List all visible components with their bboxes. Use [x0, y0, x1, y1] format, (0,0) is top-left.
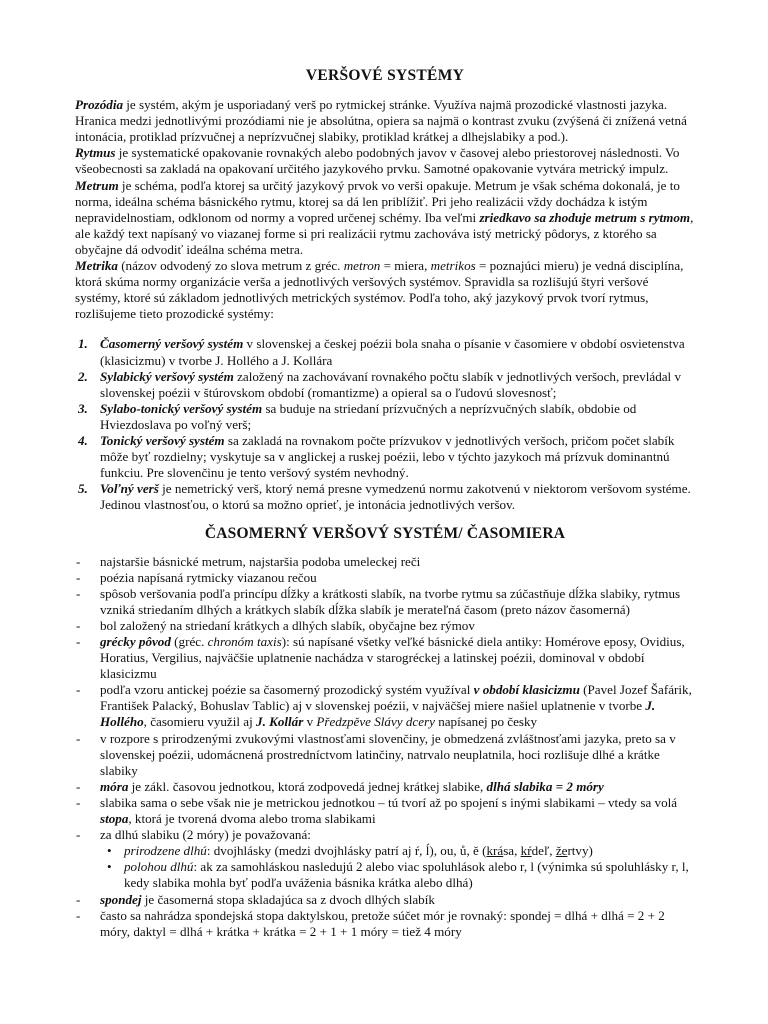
list-number: 5.	[78, 481, 88, 497]
dash-marker: -	[76, 553, 81, 569]
system-text: založený na zachovávaní rovnakého počtu slabík v jednotlivých veršoch, prevládal v slovenskej poézii v štúrovskom období (romantizme) a opieral sa o ľudovú slovesnosť;	[100, 368, 682, 400]
document-page	[75, 68, 695, 940]
item-text: )	[588, 843, 593, 859]
metrika-paragraph	[75, 258, 695, 322]
system-text: sa buduje na striedaní prízvučných a neprízvučných slabík, obdobie od Hviezdoslava po voľný verš;	[100, 400, 637, 432]
prozodia-paragraph	[75, 97, 695, 145]
verse-systems-list	[75, 336, 695, 513]
item-text: je časomerná stopa skladajúca sa z dvoch dlhých slabík	[141, 891, 435, 907]
system-text: v slovenskej a českej poézii bola snaha o písanie v časomiere v období osvietenstva (klasicizmu) v tvorbe J. Hollého a J. Kollára	[100, 336, 685, 368]
list-item	[75, 481, 695, 513]
rytmus-paragraph	[75, 145, 695, 258]
list-item	[75, 336, 695, 368]
system-term: Sylabický veršový systém	[100, 368, 234, 384]
list-number: 4.	[78, 432, 88, 448]
list-item	[75, 401, 695, 433]
system-text: sa zakladá na rovnakom počte prízvukov v jednotlivých veršoch, pričom počet slabík môže byť rozdielny; vyskytuje sa v anglickej a ruskej poézii, lebo v týchto jazykoch má prízvuk dominantnú funkciu. Pre slovenčinu je tento veršový systém nevhodný.	[100, 432, 675, 481]
list-item	[75, 618, 695, 634]
sub-list-item	[100, 859, 695, 891]
list-item	[75, 731, 695, 779]
example-rest: deľ	[531, 843, 550, 859]
bullet-marker: •	[107, 843, 112, 859]
rytmus-emphasis: zriedkavo sa zhoduje metrum s rytmom	[479, 209, 691, 225]
section-heading: ČASOMERNÝ VERŠOVÝ SYSTÉM/ ČASOMIERA	[204, 525, 566, 543]
dash-marker: -	[76, 794, 81, 810]
item-text: slabika sama o sebe však nie je metrickou jednotkou – tú tvorí až po spojení s inými slabikami – vtedy sa volá	[100, 794, 678, 810]
dash-marker: -	[76, 569, 81, 585]
item-text: spôsob veršovania podľa princípu dĺžky a krátkosti slabík, na tvorbe rytmu sa zúčastňuje dĺžka slabiky, rytmus vzniká striedaním dlhých a krátkych slabík dĺžka slabík je merateľná časom (preto názov časomerná)	[100, 585, 681, 617]
rytmus-text-2: je schéma, podľa ktorej sa určitý jazykový prvok vo verši opakuje. Metrum je však schéma dokonalá, je to norma, ideálna schéma básnického rytmu, ktorej sa dá len priblížiť. Pri jeho realizácii vždy dochádza k istým nepravidelnostiam, odklonom od normy a vopred určenej schémy. Iba veľmi	[75, 177, 680, 225]
list-item	[75, 369, 695, 401]
item-text: ): sú napísané všetky veľké básnické diela antiky: Homérove eposy, Ovidius, Horatius, Vergilius, najväčšie uplatnenie nachádza v starogréckej a latinskej poézii, dominoval v období klasicizmu	[100, 634, 685, 682]
list-item	[75, 554, 695, 570]
metrika-term: Metrika	[75, 258, 118, 274]
item-text: : dvojhlásky (medzi dvojhlásky patrí aj ŕ, ĺ), ou, ů, ě (	[206, 843, 487, 859]
natural-long-term: prirodzene dlhú	[124, 843, 207, 859]
system-text: je nemetrický verš, ktorý nemá presne vymedzenú normu zakotvenú v niektorom veršovom systéme. Jedinou vlastnosťou, o ktorú sa možno oprieť, je intonácia jednotlivých veršov.	[100, 481, 691, 513]
greek-origin-term: grécky pôvod	[100, 634, 171, 649]
classicism-term: v období klasicizmu	[473, 682, 580, 698]
dash-marker: -	[76, 634, 81, 649]
list-item	[75, 433, 695, 481]
example-syllable: že	[555, 843, 568, 859]
metron-word: metron	[343, 258, 381, 274]
dash-marker: -	[76, 730, 81, 746]
spondej-term: spondej	[100, 891, 142, 907]
system-term: Voľný verš	[100, 481, 159, 497]
dash-marker: -	[76, 585, 81, 601]
item-text: , ktorá je tvorená dvoma alebo troma slabikami	[128, 811, 376, 827]
dash-marker: -	[76, 827, 81, 843]
item-text: (Pavel Jozef Šafárik, František Palacký, Bohuslav Tablic) aj v slovenskej poézii, v najväčšej miere našiel uplatnenie v tvorbe	[100, 682, 692, 714]
prozodia-text: je systém, akým je usporiadaný verš po rytmickej stránke. Využíva najmä prozodické vlastnosti jazyka. Hranica medzi jednotlivými prozódiami nie je absolútna, opiera sa najmä o kontrast zvuku (zvýšená či znížená vetná intonácia, protiklad prízvučnej a neprízvučnej slabiky, protiklad krátkej a dlhejslabiky a pod.).	[75, 97, 687, 145]
page-title: VERŠOVÉ SYSTÉMY	[305, 67, 465, 84]
item-text: bol založený na striedaní krátkych a dlhých slabík, obyčajne bez rýmov	[100, 617, 475, 633]
item-text: je zákl. časovou jednotkou, ktorá zodpovedá jednej krátkej slabike,	[128, 778, 487, 794]
holly-name: J. Hollého	[100, 698, 656, 730]
item-text: v rozpore s prirodzenými zvukovými vlastnosťami slovenčiny, je obmedzená zvláštnosťami jazyka, preto sa v slovenskej poézii, udomácnená prostredníctvom latinčiny, natrvalo neuplatnila, hoci rozlišuje dlhé a krátke slabiky	[100, 730, 676, 778]
example-rest: rtvy	[567, 843, 589, 859]
rytmus-text-3: , ale každý text napísaný vo viazanej forme si pri realizácii rytmu zachováva istý metrický pôdorys, z ktorého sa obyčajne dá odvodiť ideálna schéma metra.	[75, 209, 694, 257]
list-item	[75, 682, 695, 730]
long-syllable-sublist	[100, 843, 695, 891]
list-number: 1.	[78, 336, 88, 352]
metrikos-word: metrikos	[430, 258, 476, 274]
metrika-text-3: = poznajúci mieru) je vedná disciplína, ktorá skúma normy organizácie verša a jednotlivých veršových systémov. Spravidla sa rozlišujú štyri veršové systémy, ktoré sú základom jednotlivých metrických systémov. Podľa toho, aký jazykový prvok tvorí rytmus, rozlišujeme tieto prozodické systémy:	[75, 258, 684, 322]
dash-marker: -	[76, 907, 81, 923]
example-rest: sa	[503, 843, 515, 859]
separator: ,	[514, 843, 521, 859]
rytmus-term: Rytmus	[75, 145, 116, 161]
system-term: Sylabo-tonický veršový systém	[100, 400, 263, 416]
separator: ,	[549, 843, 556, 859]
example-syllable: kŕ	[520, 843, 532, 859]
prozodia-term: Prozódia	[75, 97, 124, 113]
dash-marker: -	[76, 682, 81, 698]
list-number: 3.	[78, 400, 88, 416]
example-syllable: krá	[486, 843, 504, 859]
list-item	[75, 634, 695, 682]
item-text: v	[303, 714, 317, 730]
item-text: často sa nahrádza spondejská stopa daktylskou, pretože súčet mór je rovnaký: spondej = dlhá + dlhá = 2 + 2 móry, daktyl = dlhá + krátka + krátka = 2 + 1 + 1 móry = tiež 4 móry	[100, 907, 665, 939]
chronom-term: chronóm taxis	[207, 634, 282, 649]
long-syllable-rule: dlhá slabika = 2 móry	[486, 778, 604, 794]
item-text: za dlhú slabiku (2 móry) je považovaná:	[100, 827, 311, 843]
metrika-text-2: = miera,	[380, 258, 431, 274]
mora-term: móra	[100, 778, 129, 794]
metrika-text-1: (názov odvodený zo slova metrum z gréc.	[117, 258, 344, 274]
stopa-term: stopa	[100, 811, 129, 827]
dash-marker: -	[76, 778, 81, 794]
bullet-marker: •	[107, 859, 112, 875]
item-text: (gréc.	[170, 634, 208, 649]
item-text: , časomieru využil aj	[143, 714, 257, 730]
system-term: Tonický veršový systém	[100, 432, 225, 448]
list-item	[75, 908, 695, 940]
position-long-term: polohou dlhú	[124, 859, 194, 875]
list-item	[75, 779, 695, 795]
kollar-name: J. Kollár	[256, 714, 304, 730]
list-item	[75, 795, 695, 827]
sub-list-item	[100, 843, 695, 859]
dash-marker: -	[76, 617, 81, 633]
item-text: poézia napísaná rytmicky viazanou rečou	[100, 569, 317, 585]
item-text: najstaršie básnické metrum, najstaršia podoba umeleckej reči	[100, 553, 421, 569]
list-item	[75, 586, 695, 618]
dash-marker: -	[76, 891, 81, 907]
metrum-term: Metrum	[75, 177, 119, 193]
list-item	[75, 892, 695, 908]
casomiera-list	[75, 554, 695, 940]
list-number: 2.	[78, 368, 88, 384]
rytmus-text-1: je systematické opakovanie rovnakých alebo podobných javov v časovej alebo priestorovej následnosti. Vo všeobecnosti sa zakladá na opakovaní určitého jazykového prvku. Samotné opakovanie vytvára metrický impulz.	[75, 145, 680, 177]
item-text: napísanej po česky	[434, 714, 538, 730]
system-term: Časomerný veršový systém	[100, 336, 244, 352]
list-item	[75, 570, 695, 586]
slavy-dcery-title: Předzpěve Slávy dcery	[316, 714, 435, 730]
item-text: : ak za samohláskou nasledujú 2 alebo viac spoluhlások alebo r, l (výnimka sú spoluhlásky r, l, kedy slabika mohla byť podľa uváženia básnika krátka alebo dlhá)	[124, 859, 689, 891]
item-text: podľa vzoru antickej poézie sa časomerný prozodický systém využíval	[100, 682, 474, 698]
list-item	[75, 827, 695, 891]
